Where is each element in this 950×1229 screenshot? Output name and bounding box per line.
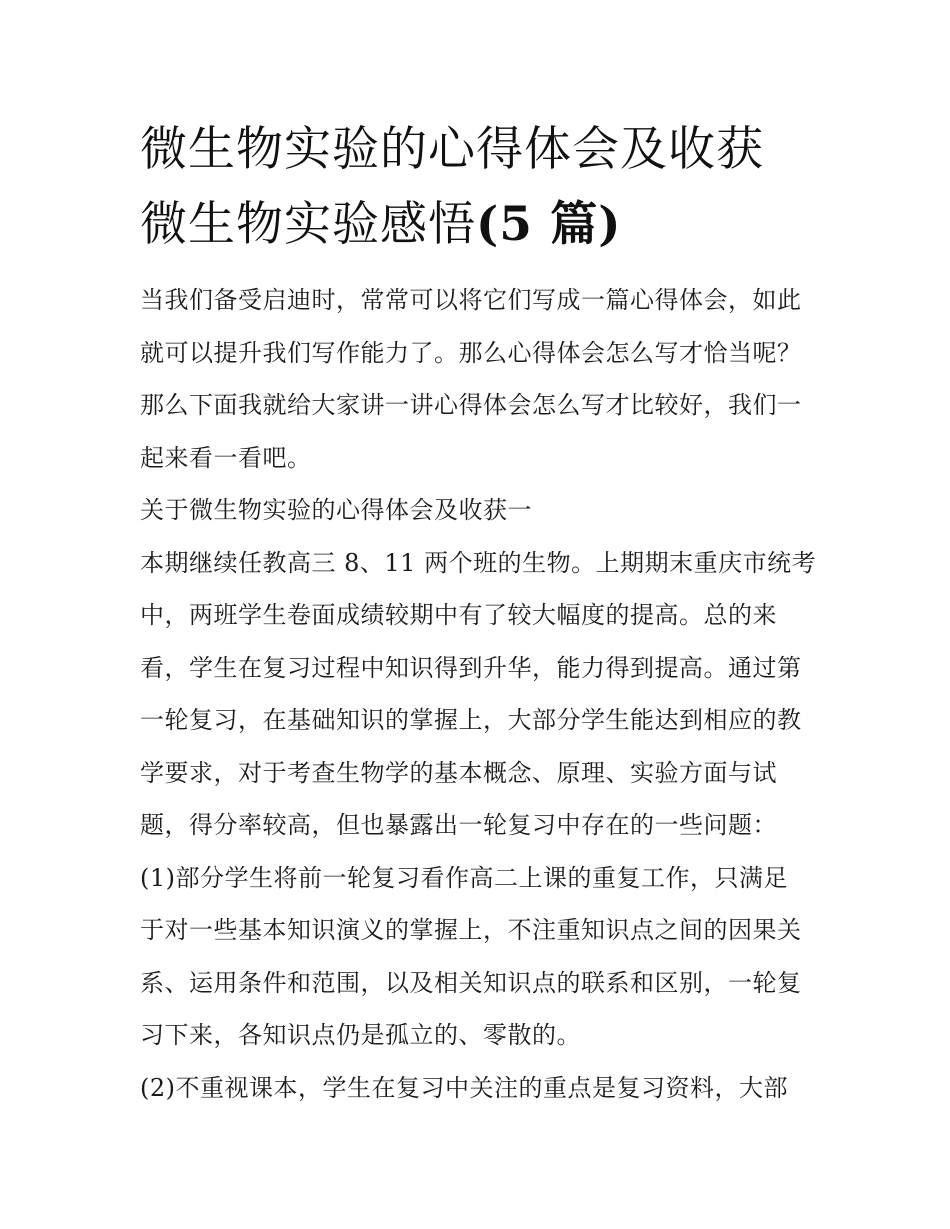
paragraph-body: [140, 537, 820, 852]
title-line-2: [140, 187, 840, 262]
paragraph-intro: [140, 274, 820, 484]
text-line: 起来看一看吧。: [140, 443, 312, 472]
text-line: 学要求，对于考查生物学的基本概念、原理、实验方面与试: [140, 758, 777, 787]
title-line-2-text: 微生物实验感悟: [140, 197, 476, 252]
text-line: 题，得分率较高，但也暴露出一轮复习中存在的一些问题：: [140, 811, 777, 839]
text-line: 看，学生在复习过程中知识得到升华，能力得到提高。通过第: [140, 653, 802, 682]
text-line: 中，两班学生卷面成绩较期中有了较大幅度的提高。总的来: [140, 601, 777, 629]
text-line: 当我们备受启迪时，常常可以将它们写成一篇心得体会，如此: [140, 286, 802, 314]
text-line: 于对一些基本知识演义的掌握上，不注重知识点之间的因果关: [140, 916, 802, 944]
title-count: (5 篇): [476, 197, 622, 252]
title-line-1: 微生物实验的心得体会及收获: [140, 122, 764, 177]
document-body: [140, 274, 820, 1114]
text-line: 一轮复习，在基础知识的掌握上，大部分学生能达到相应的教: [140, 706, 802, 734]
paragraph-point-1: [140, 852, 820, 1062]
text-line: 系、运用条件和范围，以及相关知识点的联系和区别，一轮复: [140, 968, 802, 997]
text-line: 本期继续任教高三 8、11 两个班的生物。上期期末重庆市统考: [140, 548, 817, 577]
text-line: (2)不重视课本，学生在复习中关注的重点是复习资料，大部: [140, 1073, 788, 1102]
text-line: 习下来，各知识点仍是孤立的、零散的。: [140, 1021, 581, 1049]
text-line: 就可以提升我们写作能力了。那么心得体会怎么写才恰当呢？: [140, 338, 802, 367]
text-line: 那么下面我就给大家讲一讲心得体会怎么写才比较好，我们一: [140, 391, 802, 419]
paragraph-point-2: [140, 1062, 820, 1115]
text-line: 关于微生物实验的心得体会及收获一: [140, 496, 532, 524]
section-heading: [140, 484, 820, 537]
document-title: [140, 112, 840, 262]
text-line: (1)部分学生将前一轮复习看作高二上课的重复工作，只满足: [140, 863, 788, 892]
